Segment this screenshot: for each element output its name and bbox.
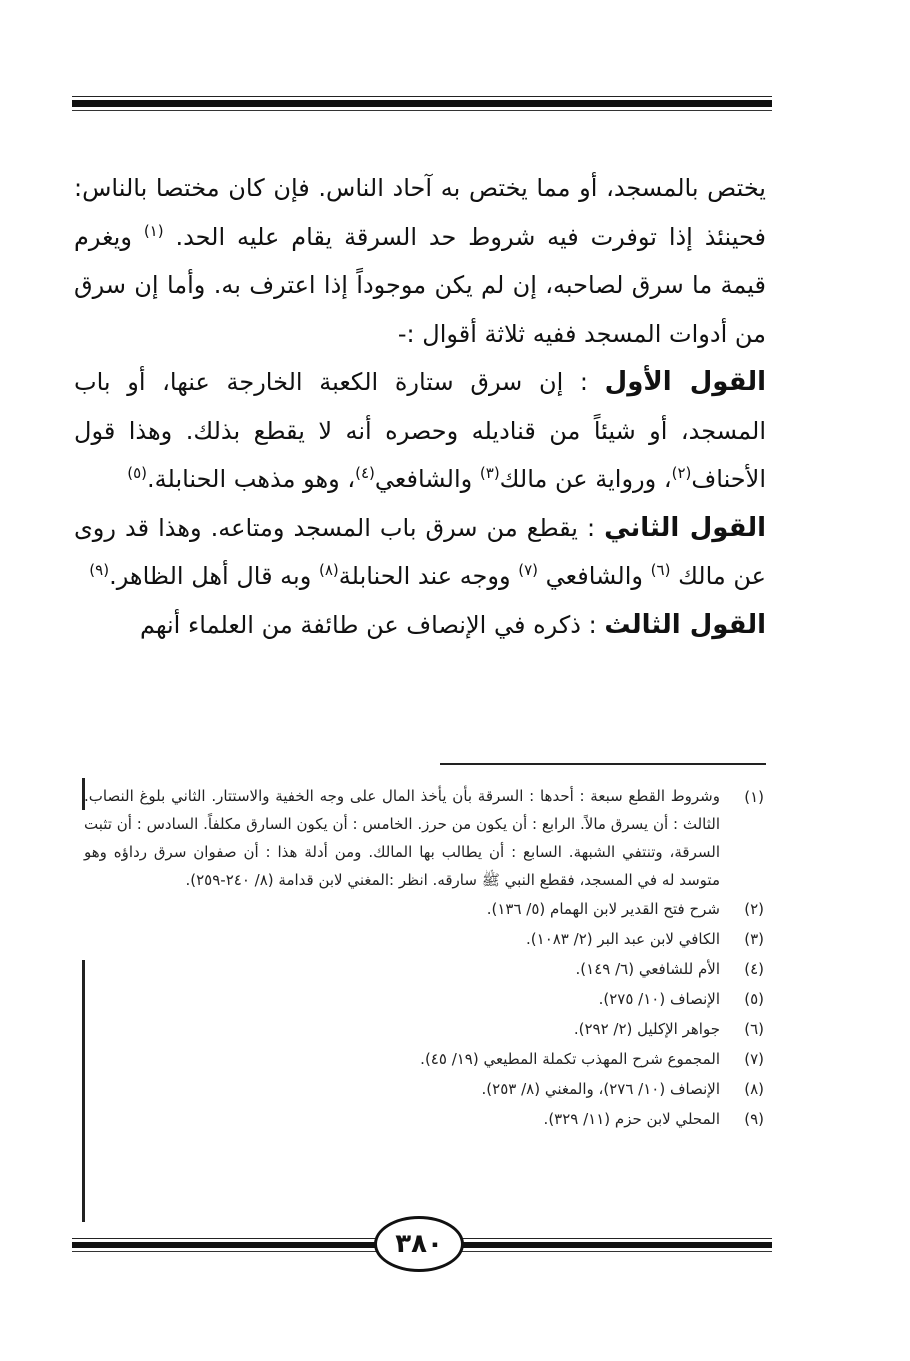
footnote-number: (٢) <box>744 900 764 918</box>
footnote-1 <box>84 782 764 894</box>
header-rule-thick <box>72 100 772 107</box>
footnote-number: (٤) <box>744 960 764 978</box>
header-rule-thin-bottom <box>72 110 772 111</box>
third-opinion-text: : ذكره في الإنصاف عن طائفة من العلماء أنهم <box>139 610 597 639</box>
first-opinion-text-b: ، ورواية عن مالك <box>499 465 672 493</box>
paragraph-second-opinion <box>74 504 766 601</box>
footnote-8 <box>84 1074 764 1104</box>
footnote-6 <box>84 1014 764 1044</box>
footnote-text: الإنصاف (١٠/ ٢٧٥). <box>598 990 720 1008</box>
third-opinion-label: القول الثالث <box>604 609 766 640</box>
footnote-ref-5[interactable]: (٥) <box>127 464 147 482</box>
footnote-ref-2[interactable]: (٢) <box>671 464 692 482</box>
footnote-ref-9[interactable]: (٩) <box>89 561 110 579</box>
footnote-separator <box>440 763 766 765</box>
paragraph-intro-tail: ويغرم قيمة ما سرق لصاحبه، إن لم يكن موجوداً إذا اعترف به. وأما إن سرق من أدوات المسجد ففيه ثلاثة أقوال :- <box>74 222 766 348</box>
footnote-number: (٣) <box>744 930 764 948</box>
footnote-number: (٦) <box>744 1020 764 1038</box>
page-footer <box>72 1212 772 1276</box>
header-rule-thin-top <box>72 96 772 97</box>
footnote-ref-3[interactable]: (٣) <box>479 464 500 482</box>
footnote-text: شرح فتح القدير لابن الهمام (٥/ ١٣٦). <box>486 900 720 918</box>
footnote-text: المجموع شرح المهذب تكملة المطيعي (١٩/ ٤٥). <box>420 1050 720 1068</box>
footnote-number: (٩) <box>744 1110 764 1128</box>
footnote-ref-6[interactable]: (٦) <box>650 561 671 579</box>
footnote-3 <box>84 924 764 954</box>
first-opinion-text-d: ، وهو مذهب الحنابلة. <box>147 465 356 493</box>
footnote-text: الأم للشافعي (٦/ ١٤٩). <box>575 960 720 978</box>
footnote-ref-4[interactable]: (٤) <box>355 464 375 482</box>
footnote-number: (٥) <box>744 990 764 1008</box>
footnote-number: (١) <box>744 788 764 806</box>
second-opinion-label: القول الثاني <box>604 512 766 543</box>
footnote-2 <box>84 894 764 924</box>
footnote-text: الإنصاف (١٠/ ٢٧٦)، والمغني (٨/ ٢٥٣). <box>481 1080 720 1098</box>
footnote-text: جواهر الإكليل (٢/ ٢٩٢). <box>573 1020 720 1038</box>
second-opinion-text-b: والشافعي <box>545 562 643 590</box>
footnote-5 <box>84 984 764 1014</box>
footnote-9 <box>84 1104 764 1134</box>
first-opinion-label: القول الأول <box>604 367 766 397</box>
footnote-ref-1[interactable]: (١) <box>143 221 164 240</box>
second-opinion-text-c: ووجه عند الحنابلة <box>338 562 511 590</box>
footnote-text: المحلي لابن حزم (١١/ ٣٢٩). <box>543 1110 720 1128</box>
page-number-oval <box>374 1216 464 1272</box>
footnote-number: (٧) <box>744 1050 764 1068</box>
paragraph-intro-text: يختص بالمسجد، أو مما يختص به آحاد الناس. فإن كان مختصا بالناس: فحينئذ إذا توفرت فيه شروط حد السرقة يقام عليه الحد. <box>74 174 766 251</box>
first-opinion-text-a: : إن سرق ستارة الكعبة الخارجة عنها، أو باب المسجد، أو شيئاً من قناديله وحصره أنه لا يقطع بذلك. وهذا قول الأحناف <box>74 368 766 493</box>
first-opinion-text-c: والشافعي <box>374 465 473 493</box>
footnote-text: الكافي لابن عبد البر (٢/ ١٠٨٣). <box>526 930 720 948</box>
footnote-number: (٨) <box>744 1080 764 1098</box>
paragraph-first-opinion <box>74 358 766 504</box>
paragraph-intro <box>74 164 766 358</box>
second-opinion-text-a: : يقطع من سرق باب المسجد ومتاعه. وهذا قد روى عن مالك <box>74 513 766 590</box>
paragraph-third-opinion <box>74 601 766 650</box>
footnote-4 <box>84 954 764 984</box>
page-number: ٣٨٠ <box>395 1229 443 1259</box>
footnotes <box>84 782 764 1134</box>
second-opinion-text-d: وبه قال أهل الظاهر. <box>109 562 312 590</box>
main-text <box>74 164 766 649</box>
footnote-ref-7[interactable]: (٧) <box>518 561 538 579</box>
footnote-text: وشروط القطع سبعة : أحدها : السرقة بأن يأخذ المال على وجه الخفية والاستتار. الثاني بلوغ النصاب. الثالث : أن يسرق مالاً. الرابع : أن يكون من حرز. الخامس : أن يكون السارق مكلفاً. السادس : أن تثبت السرقة، وتنتفي الشبهة. السابع : أن يطالب بها المالك. ومن أدلة هذا : أن صفوان سرق رداؤه وهو متوسد له في المسجد، فقطع النبي ﷺ سارقه. انظر :المغني لابن قدامة (٨/ ٢٤٠-٢٥٩). <box>84 787 720 889</box>
footnote-ref-8[interactable]: (٨) <box>318 561 339 579</box>
footnote-7 <box>84 1044 764 1074</box>
